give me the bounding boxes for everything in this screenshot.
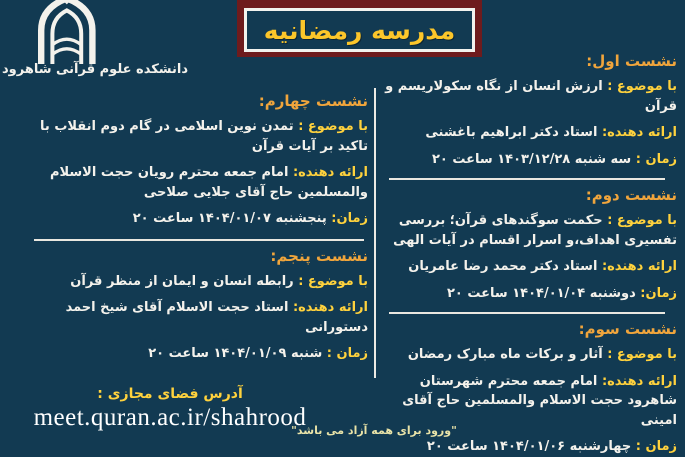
- time-label: زمان :: [326, 346, 368, 361]
- university-logo-icon: [30, 0, 110, 62]
- session-3-topic: [385, 345, 677, 365]
- column-divider: [374, 88, 376, 378]
- session-2-presenter: [385, 257, 677, 277]
- free-entry-note: "ورود برای همه آزاد می باشد": [291, 424, 457, 437]
- time-text: سه شنبه ۱۴۰۳/۱۲/۲۸ ساعت ۲۰: [432, 151, 632, 167]
- session-2-header: نشست دوم:: [585, 186, 677, 204]
- meeting-url: meet.quran.ac.ir/shahrood: [33, 404, 307, 431]
- session-1: [385, 52, 677, 169]
- presenter-text: امام جمعه محترم شهرستان شاهرود حجت الاسلام والمسلمین حاج آقای امینی: [402, 373, 677, 428]
- session-4-header: نشست چهارم:: [258, 92, 368, 110]
- session-4-topic: [10, 117, 368, 156]
- session-4-presenter: [10, 163, 368, 202]
- column-sessions-1-3: [385, 46, 677, 457]
- time-text: شنبه ۱۴۰۴/۰۱/۰۹ ساعت ۲۰: [148, 346, 323, 361]
- time-text: پنجشنبه ۱۴۰۴/۰۱/۰۷ ساعت ۲۰: [132, 211, 327, 226]
- session-2-topic: [385, 211, 677, 250]
- session-5: [10, 247, 368, 364]
- session-1-header: نشست اول:: [586, 52, 677, 70]
- session-3-time: [385, 437, 677, 457]
- time-text: دوشنبه ۱۴۰۴/۰۱/۰۴ ساعت ۲۰: [446, 285, 636, 301]
- session-2: [385, 186, 677, 303]
- session-5-time: [10, 344, 368, 364]
- presenter-label: ارائه دهنده:: [601, 373, 677, 389]
- time-label: زمان:: [331, 211, 368, 226]
- presenter-label: ارائه دهنده:: [292, 300, 368, 315]
- presenter-text: استاد دکتر محمد رضا عامریان: [408, 259, 598, 274]
- time-label: زمان:: [640, 285, 677, 301]
- session-4: [10, 92, 368, 229]
- presenter-label: ارائه دهنده:: [601, 125, 677, 140]
- topic-text: تمدن نوین اسلامی در گام دوم انقلاب با تاکید بر آیات قرآن: [40, 119, 368, 154]
- topic-label: با موضوع :: [298, 273, 368, 289]
- session-5-topic: [10, 272, 368, 292]
- session-1-topic: [385, 77, 677, 116]
- section-divider: [389, 178, 665, 180]
- time-label: زمان :: [635, 151, 677, 167]
- topic-label: با موضوع :: [607, 213, 677, 228]
- topic-label: با موضوع :: [298, 119, 368, 134]
- session-4-time: [10, 209, 368, 229]
- poster-title: مدرسه رمضانیه: [263, 15, 456, 45]
- time-label: زمان :: [635, 439, 677, 454]
- topic-text: آثار و برکات ماه مبارک رمضان: [407, 347, 603, 362]
- presenter-text: استاد حجت الاسلام آقای شیخ احمد دستورانی: [65, 300, 368, 335]
- section-divider: [389, 312, 665, 314]
- session-1-time: [385, 150, 677, 170]
- session-3-presenter: [385, 372, 677, 431]
- topic-text: ارزش انسان از نگاه سکولاریسم و قرآن: [385, 79, 677, 114]
- presenter-text: استاد دکتر ابراهیم باغشنی: [425, 125, 598, 140]
- column-sessions-4-5: [10, 86, 368, 371]
- topic-label: با موضوع :: [607, 79, 677, 94]
- session-5-header: نشست پنجم:: [270, 246, 368, 265]
- session-1-presenter: [385, 123, 677, 143]
- topic-label: با موضوع :: [607, 347, 677, 362]
- org-name: دانشکده علوم قرآنی شاهرود: [1, 62, 189, 77]
- time-text: چهارشنبه ۱۴۰۴/۰۱/۰۶ ساعت ۲۰: [426, 439, 632, 454]
- session-2-time: [385, 284, 677, 304]
- session-3-header: نشست سوم:: [578, 320, 677, 338]
- presenter-label: ارائه دهنده:: [292, 165, 368, 180]
- address-label: آدرس فضای مجازی :: [97, 386, 243, 402]
- presenter-text: امام جمعه محترم رویان حجت الاسلام والمسلمین حاج آقای جلایی صلاحی: [49, 165, 368, 200]
- session-5-presenter: [10, 298, 368, 337]
- topic-text: رابطه انسان و ایمان از منظر قرآن: [70, 273, 294, 289]
- topic-text: حکمت سوگندهای قرآن؛ بررسی تفسیری اهداف،و اسرار اقسام در آیات الهی: [393, 213, 677, 248]
- section-divider: [34, 239, 364, 241]
- presenter-label: ارائه دهنده:: [601, 259, 677, 274]
